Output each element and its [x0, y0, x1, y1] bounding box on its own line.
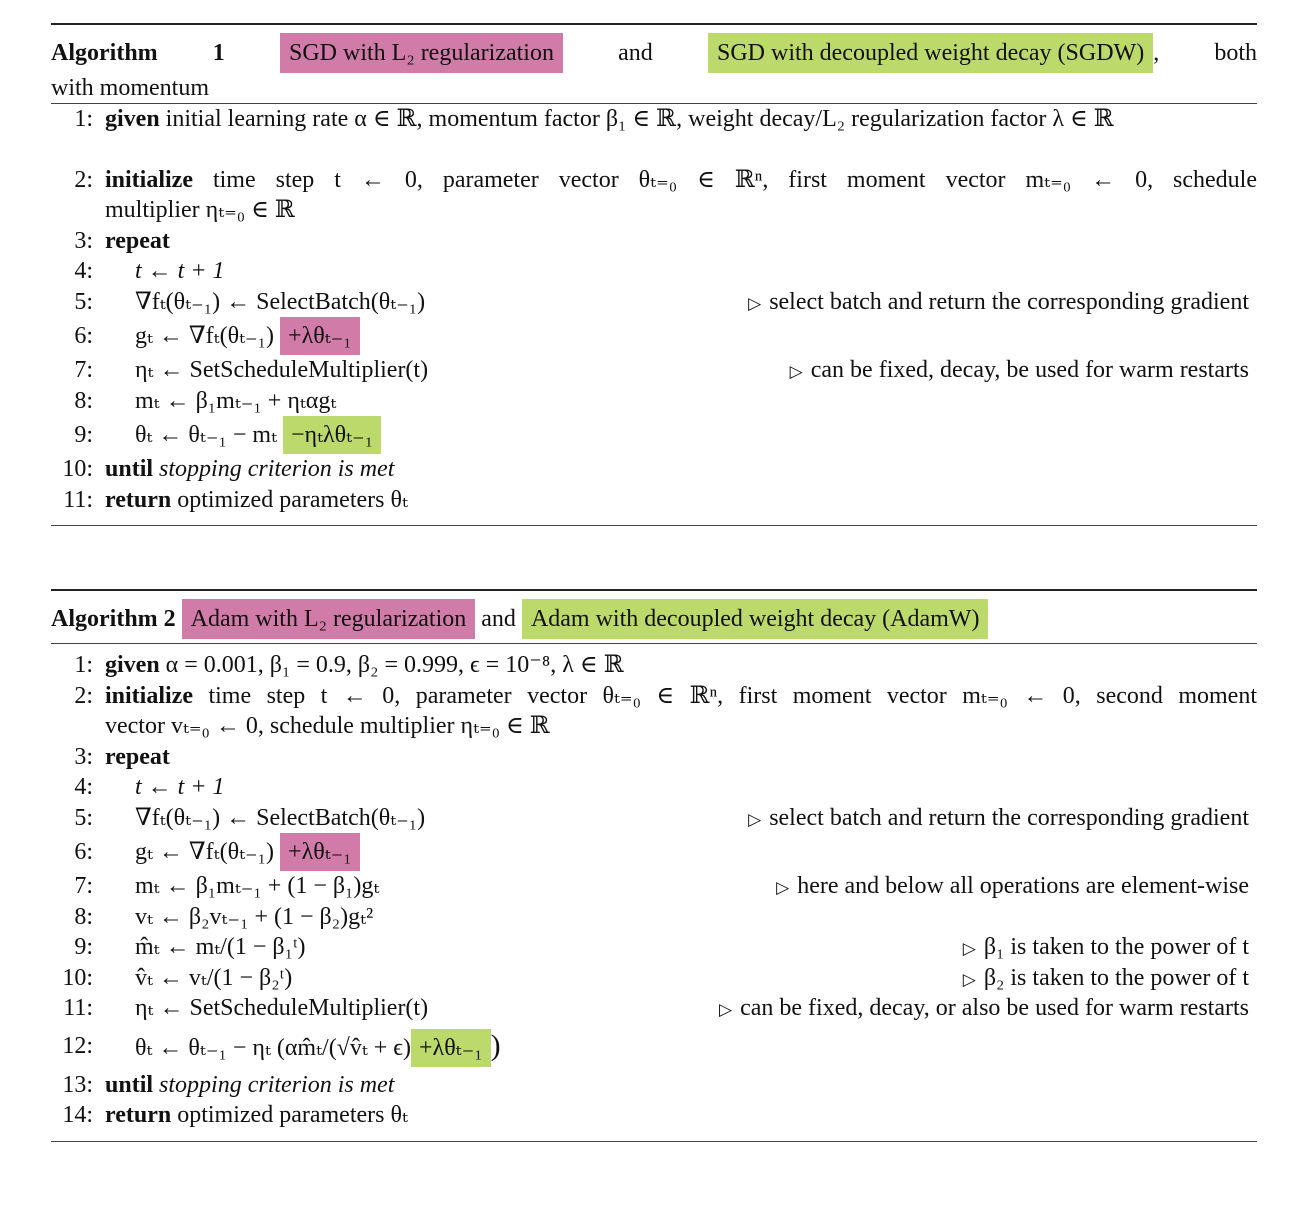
title-tail: , both [1153, 40, 1258, 66]
caption-rule [51, 643, 1257, 644]
line-number: 8: [74, 903, 93, 930]
line-text: optimized parameters θₜ [177, 486, 408, 513]
comment-text: can be fixed, decay, or also be used for warm restarts [740, 995, 1249, 1021]
closing-paren: ) [490, 1028, 501, 1062]
triangle-right-icon: ▷ [719, 1000, 733, 1019]
algorithm-2 [51, 589, 1257, 1142]
line-text: gₜ ← ∇fₜ(θₜ₋₁) [135, 323, 275, 349]
line-number: 7: [74, 873, 93, 899]
title-and: and [481, 606, 516, 632]
line-7 [51, 871, 1257, 902]
line-number: 3: [74, 743, 93, 770]
keyword-repeat: repeat [105, 743, 170, 770]
line-text: time step t ← 0, parameter vector θₜ₌₀ ∈ ℝⁿ, first moment vector mₜ₌₀ ← 0, second moment [208, 682, 1258, 709]
line-8 [51, 902, 1257, 933]
line-number: 5: [74, 288, 93, 315]
line-5 [51, 287, 1257, 318]
l2-term-highlight: +λθₜ₋₁ [280, 317, 360, 355]
keyword-until: until [105, 456, 154, 482]
line-text: θₜ ← θₜ₋₁ − ηₜ (αm̂ₜ/(√v̂ₜ + ϵ) [135, 1034, 412, 1061]
triangle-right-icon: ▷ [776, 878, 790, 897]
line-text: gₜ ← ∇fₜ(θₜ₋₁) [135, 839, 275, 865]
line-6 [51, 833, 1257, 871]
line-3 [51, 226, 1257, 257]
decay-term-highlight: +λθₜ₋₁ [411, 1029, 491, 1067]
line-8 [51, 386, 1257, 417]
line-number: 1: [74, 106, 93, 132]
algorithm-2-caption [51, 591, 1257, 643]
algorithm-2-label: Algorithm 2 [51, 606, 176, 632]
line-10-comment [963, 963, 1249, 996]
line-text: ηₜ ← SetScheduleMultiplier(t) [135, 357, 429, 383]
triangle-right-icon: ▷ [748, 293, 762, 313]
line-text: ηₜ ← SetScheduleMultiplier(t) [135, 995, 429, 1021]
line-number: 9: [74, 934, 93, 960]
line-number: 8: [74, 387, 93, 414]
line-7 [51, 355, 1257, 386]
title-decoupled-highlight: SGD with decoupled weight decay (SGDW) [708, 33, 1153, 73]
line-text: m̂ₜ ← mₜ/(1 − β₁ᵗ) [135, 934, 306, 960]
comment-text: β₂ is taken to the power of t [983, 964, 1249, 991]
triangle-right-icon: ▷ [962, 939, 976, 958]
title-and: and [618, 40, 653, 66]
line-9-comment [963, 932, 1249, 965]
line-9 [51, 932, 1257, 963]
comment-text: select batch and return the corresponding gradient [769, 288, 1249, 315]
line-text: stopping criterion is met [159, 456, 395, 482]
line-10 [51, 454, 1257, 485]
line-14 [51, 1100, 1257, 1131]
algorithm-2-lines [51, 650, 1257, 1131]
keyword-initialize: initialize [105, 682, 193, 709]
algorithm-1 [51, 23, 1257, 526]
algorithm-1-lines [51, 104, 1257, 515]
keyword-repeat: repeat [105, 227, 170, 254]
line-number: 10: [62, 964, 93, 991]
line-2 [51, 681, 1257, 712]
line-text: vector vₜ₌₀ ← 0, schedule multiplier ηₜ₌₀ ∈ ℝ [105, 713, 550, 739]
line-4 [51, 256, 1257, 287]
line-7-comment [790, 355, 1249, 388]
line-number: 6: [74, 839, 93, 865]
line-number: 11: [63, 995, 93, 1021]
keyword-initialize: initialize [105, 166, 193, 193]
line-text: t ← t + 1 [135, 774, 225, 800]
line-11 [51, 485, 1257, 516]
decay-term-highlight: −ηₜλθₜ₋₁ [283, 416, 381, 454]
line-2-cont [51, 711, 1257, 742]
line-text: optimized parameters θₜ [177, 1102, 408, 1128]
l2-term-highlight: +λθₜ₋₁ [280, 833, 360, 871]
line-text: mₜ ← β₁mₜ₋₁ + ηₜαgₜ [135, 387, 337, 414]
line-number: 12: [62, 1032, 93, 1059]
line-11 [51, 993, 1257, 1024]
comment-text: select batch and return the corresponding gradient [769, 804, 1249, 831]
title-l2-highlight: SGD with L₂ regularization [280, 33, 563, 73]
line-number: 5: [74, 804, 93, 831]
line-text: time step t ← 0, parameter vector θₜ₌₀ ∈ ℝⁿ, first moment vector mₜ₌₀ ← 0, schedule [212, 166, 1258, 193]
line-4 [51, 772, 1257, 803]
line-number: 4: [74, 258, 93, 284]
line-text: v̂ₜ ← vₜ/(1 − β₂ᵗ) [135, 964, 293, 991]
title-decoupled-highlight: Adam with decoupled weight decay (AdamW) [522, 599, 989, 639]
line-5 [51, 803, 1257, 834]
keyword-given: given [105, 652, 160, 678]
line-number: 1: [74, 652, 93, 678]
line-number: 4: [74, 774, 93, 800]
line-text: vₜ ← β₂vₜ₋₁ + (1 − β₂)gₜ² [135, 903, 374, 930]
line-9 [51, 416, 1257, 454]
line-number: 9: [74, 422, 93, 448]
line-1 [51, 650, 1257, 681]
bottom-rule [51, 1141, 1257, 1142]
triangle-right-icon: ▷ [789, 362, 803, 381]
line-text: multiplier ηₜ₌₀ ∈ ℝ [105, 197, 295, 223]
line-text: stopping criterion is met [159, 1071, 395, 1098]
line-number: 7: [74, 357, 93, 383]
line-number: 2: [74, 682, 93, 709]
triangle-right-icon: ▷ [748, 809, 762, 829]
keyword-until: until [105, 1071, 154, 1098]
line-number: 10: [62, 456, 93, 482]
line-5-comment [748, 803, 1249, 836]
algorithm-1-caption [51, 25, 1257, 73]
line-text: initial learning rate α ∈ ℝ, momentum factor β₁ ∈ ℝ, weight decay/L₂ regularization factor λ ∈ ℝ [165, 106, 1114, 132]
keyword-return: return [105, 1102, 172, 1128]
line-number: 13: [62, 1071, 93, 1098]
line-5-comment [748, 287, 1249, 320]
line-3 [51, 742, 1257, 773]
line-2-cont [51, 195, 1257, 226]
line-1 [51, 104, 1257, 135]
line-number: 6: [74, 323, 93, 349]
comment-text: can be fixed, decay, be used for warm restarts [810, 357, 1249, 383]
line-text: α = 0.001, β₁ = 0.9, β₂ = 0.999, ϵ = 10⁻⁸, λ ∈ ℝ [165, 652, 624, 678]
comment-text: β₁ is taken to the power of t [983, 934, 1249, 960]
algorithm-1-label: Algorithm 1 [51, 40, 225, 66]
line-number: 3: [74, 227, 93, 254]
line-text: ∇fₜ(θₜ₋₁) ← SelectBatch(θₜ₋₁) [135, 288, 426, 315]
comment-text: here and below all operations are element-wise [797, 873, 1249, 899]
keyword-given: given [105, 106, 160, 132]
line-2 [51, 165, 1257, 196]
line-number: 14: [62, 1102, 93, 1128]
line-text: mₜ ← β₁mₜ₋₁ + (1 − β₁)gₜ [135, 873, 380, 899]
line-text: t ← t + 1 [135, 258, 225, 284]
line-12 [51, 1024, 1257, 1070]
line-6 [51, 317, 1257, 355]
line-text: θₜ ← θₜ₋₁ − mₜ [135, 422, 277, 448]
title-l2-highlight: Adam with L₂ regularization [182, 599, 476, 639]
line-10 [51, 963, 1257, 994]
bottom-rule [51, 525, 1257, 526]
triangle-right-icon: ▷ [962, 969, 976, 989]
line-number: 11: [63, 486, 93, 513]
line-11-comment [719, 993, 1249, 1026]
keyword-return: return [105, 486, 172, 513]
line-text: ∇fₜ(θₜ₋₁) ← SelectBatch(θₜ₋₁) [135, 804, 426, 831]
line-number: 2: [74, 166, 93, 193]
line-13 [51, 1070, 1257, 1101]
algorithm-1-caption-line2: with momentum [51, 75, 209, 101]
line-7-comment [776, 871, 1249, 904]
